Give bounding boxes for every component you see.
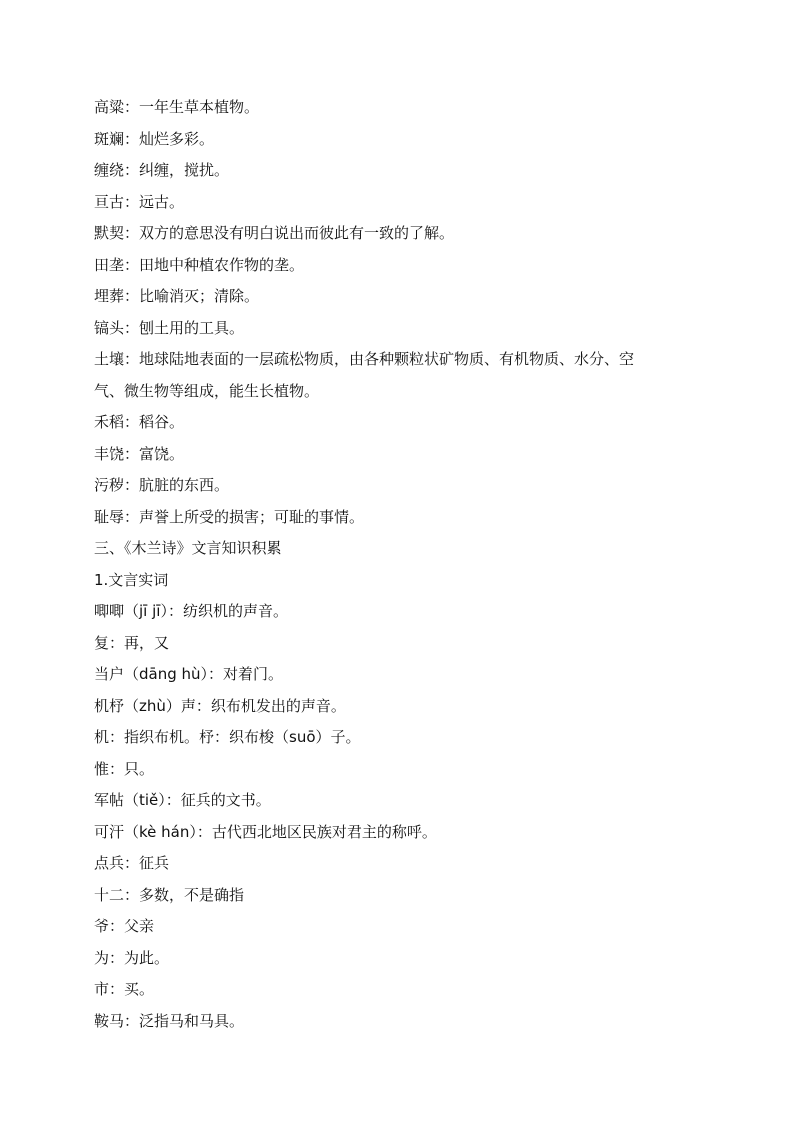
entry-wei-ci: 为：为此。 <box>94 948 170 967</box>
entry-tianlong: 田垄：田地中种植农作物的垄。 <box>94 255 305 274</box>
entry-ji-zhu: 机：指织布机。杼：织布梭（suō）子。 <box>94 728 361 746</box>
entry-wei: 惟：只。 <box>94 759 155 778</box>
entry-gengu: 亘古：远古。 <box>94 192 185 211</box>
entry-ye: 爷：父亲 <box>94 917 155 935</box>
entry-banlan: 斑斓：灿烂多彩。 <box>94 129 215 148</box>
entry-jiji: 唧唧（jī jī）：纺织机的声音。 <box>94 602 288 620</box>
entry-fu: 复：再，又 <box>94 633 170 652</box>
entry-juntie: 军帖（tiě）：征兵的文书。 <box>94 791 271 809</box>
entry-shi: 市：买。 <box>94 980 155 998</box>
entry-turang-line-2: 气、微生物等组成，能生长植物。 <box>94 381 320 400</box>
subsection-heading: 1.文言实词 <box>94 570 169 589</box>
entry-anma: 鞍马：泛指马和马具。 <box>94 1011 245 1030</box>
entry-danghu: 当户（dāng hù）：对着门。 <box>94 665 284 683</box>
entry-shier: 十二：多数，不是确指 <box>94 885 245 904</box>
entry-kehan: 可汗（kè hán）：古代西北地区民族对君主的称呼。 <box>94 822 437 841</box>
entry-dianbing: 点兵：征兵 <box>94 854 170 872</box>
entry-jizhusheng: 机杼（zhù）声：织布机发出的声音。 <box>94 696 346 715</box>
entry-wuhui: 污秽：肮脏的东西。 <box>94 476 230 494</box>
entry-chiru: 耻辱：声誉上所受的损害；可耻的事情。 <box>94 507 365 526</box>
entry-fengrao: 丰饶：富饶。 <box>94 444 185 463</box>
entry-turang-line-1: 土壤：地球陆地表面的一层疏松物质，由各种颗粒状矿物质、有机物质、水分、空 <box>94 350 635 368</box>
entry-turang <box>94 344 684 407</box>
entry-chanrao: 缠绕：纠缠，搅扰。 <box>94 161 230 179</box>
entry-gaotou: 镐头：刨土用的工具。 <box>94 318 245 337</box>
section-heading: 三、《木兰诗》文言知识积累 <box>94 539 282 557</box>
entry-maizang: 埋葬：比喻消灭；清除。 <box>94 287 260 305</box>
entry-gaoliang: 高粱：一年生草本植物。 <box>94 98 260 116</box>
entry-hedao: 禾稻：稻谷。 <box>94 413 185 431</box>
document-page <box>94 92 684 1037</box>
entry-moqi: 默契：双方的意思没有明白说出而彼此有一致的了解。 <box>94 224 455 242</box>
